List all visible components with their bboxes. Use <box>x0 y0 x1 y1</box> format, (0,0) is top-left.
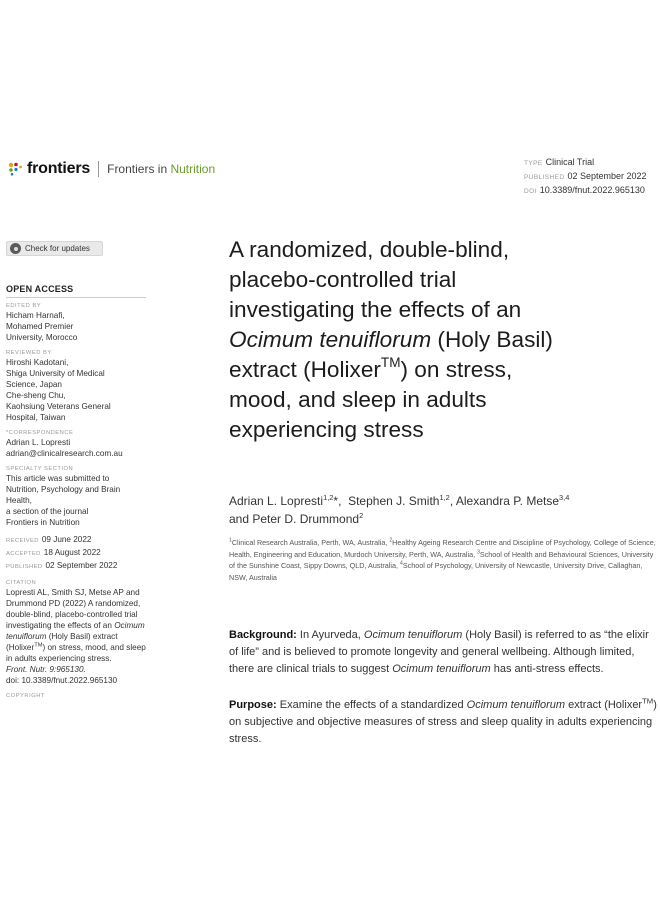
logo-divider <box>98 161 99 177</box>
citation-doi[interactable]: doi: 10.3389/fnut.2022.965130 <box>6 676 118 685</box>
affil-sup: 4 <box>400 560 403 567</box>
citation-text: (Holy Basil) extract <box>46 632 118 641</box>
trademark-mark: TM <box>642 696 654 706</box>
title-line: experiencing stress <box>229 417 424 442</box>
correspondence-name: Adrian L. Lopresti <box>6 438 71 447</box>
frontiers-logo-icon <box>8 162 24 176</box>
edited-by-section <box>6 302 156 343</box>
meta-published-value: 02 September 2022 <box>567 171 647 181</box>
journal-name-prefix: Frontiers in <box>107 162 171 176</box>
purpose-text: ) on subjective and objective measures of stress and sleep quality in adults experiencing stress. <box>229 699 657 746</box>
author-affil-sup: 1,2 <box>323 493 334 502</box>
open-access-label: OPEN ACCESS <box>6 284 74 294</box>
background-text: has anti-stress effects. <box>490 663 604 676</box>
meta-type-value: Clinical Trial <box>545 157 595 167</box>
published-date <box>6 560 156 573</box>
affiliation-text: School of Psychology, University of Newcastle, University Drive, Callaghan, NSW, Australia <box>229 561 643 582</box>
reviewed-by-section <box>6 349 156 423</box>
trademark-mark: TM <box>380 355 401 371</box>
author-name[interactable]: Stephen J. Smith <box>348 494 440 508</box>
title-species: Ocimum tenuiflorum <box>229 327 432 352</box>
edited-by-label: EDITED BY <box>6 303 42 309</box>
background-label: Background: <box>229 629 297 641</box>
corresponding-mark: *, <box>333 494 342 508</box>
title-line: (Holy Basil) <box>431 327 553 352</box>
meta-doi-label: DOI <box>524 188 537 195</box>
citation-species: Ocimum <box>114 621 145 630</box>
article-info-sidebar <box>6 302 156 706</box>
author-name[interactable]: and Peter D. Drummond <box>229 512 360 526</box>
reviewed-by-label: REVIEWED BY <box>6 350 52 356</box>
purpose-label: Purpose: <box>229 699 277 711</box>
title-line: extract (Holixer <box>229 357 381 382</box>
citation-species: tenuiflorum <box>6 632 47 641</box>
specialty-line: Frontiers in Nutrition <box>6 518 80 527</box>
citation-section <box>6 579 156 686</box>
reviewer-line: Hospital, Taiwan <box>6 413 66 422</box>
correspondence-label: *CORRESPONDENCE <box>6 430 74 436</box>
purpose-text: Examine the effects of a standardized <box>276 699 467 711</box>
citation-label: CITATION <box>6 580 37 586</box>
affiliation-text: Clinical Research Australia, Perth, WA, Australia, <box>231 538 390 547</box>
journal-logo <box>8 160 215 178</box>
editor-line: Hicham Harnafi, <box>6 311 65 320</box>
abstract-purpose <box>229 697 657 749</box>
logo-wordmark: frontiers <box>27 160 91 177</box>
citation-line <box>6 631 156 642</box>
background-species: Ocimum tenuiflorum <box>363 629 463 641</box>
check-updates-label: Check for updates <box>25 244 90 253</box>
affiliation-text: School of Health and Behavioural Sciences, University of the Sunshine Coast, Sippy Downs, QLD, Australia, <box>229 549 654 571</box>
received-label: RECEIVED <box>6 538 39 544</box>
sidebar-divider <box>6 297 146 298</box>
editor-line: Mohamed Premier <box>6 322 74 331</box>
specialty-line: Nutrition, Psychology and Brain <box>6 485 121 494</box>
reviewer-line: Che-sheng Chu, <box>6 391 66 400</box>
received-date <box>6 534 156 547</box>
reviewer-line: Hiroshi Kadotani, <box>6 358 69 367</box>
citation-line: in adults experiencing stress. <box>6 654 112 663</box>
accepted-value: 18 August 2022 <box>43 548 101 557</box>
article-meta <box>524 156 647 198</box>
author-list <box>229 492 659 528</box>
reviewer-line: Shiga University of Medical <box>6 369 105 378</box>
editor-line: University, Morocco <box>6 333 78 342</box>
specialty-section <box>6 465 156 528</box>
citation-journal: Front. Nutr. 9:965130. <box>6 665 86 674</box>
article-title <box>229 235 654 445</box>
background-species: Ocimum tenuiflorum <box>392 663 491 676</box>
author-affil-sup: 1,2 <box>439 493 450 502</box>
title-line: ) on stress, <box>400 357 513 382</box>
meta-type <box>524 156 647 170</box>
author-affil-sup: 3,4 <box>559 493 570 502</box>
accepted-label: ACCEPTED <box>6 551 41 557</box>
copyright-section <box>6 692 156 700</box>
accepted-date <box>6 547 156 560</box>
meta-doi-value[interactable]: 10.3389/fnut.2022.965130 <box>539 185 645 195</box>
background-text: (Holy Basil) is referred to as “the elixir of life” and is believed to promote longevity and general wellbeing. Although limited, there are clinical trials to suggest <box>229 629 649 676</box>
meta-doi <box>524 184 647 198</box>
purpose-species: Ocimum tenuiflorum <box>466 699 566 711</box>
check-updates-icon <box>10 243 21 254</box>
title-line: placebo-controlled trial <box>229 267 457 292</box>
specialty-line: This article was submitted to <box>6 474 110 483</box>
abstract-background <box>229 627 657 679</box>
affil-sup: 1 <box>229 537 232 544</box>
title-line: investigating the effects of an <box>229 297 522 322</box>
trademark-mark: TM <box>34 642 43 649</box>
author-name[interactable]: Alexandra P. Metse <box>455 494 560 508</box>
check-for-updates-button[interactable] <box>6 241 103 256</box>
affil-sup: 2 <box>389 537 393 544</box>
affil-sup: 3 <box>477 549 480 556</box>
specialty-label: SPECIALTY SECTION <box>6 466 74 472</box>
affiliations <box>229 537 656 583</box>
citation-line: Drummond PD (2022) A randomized, <box>6 599 141 608</box>
citation-text: ) on stress, mood, and sleep <box>42 643 146 652</box>
background-text: In Ayurveda, <box>296 629 364 641</box>
meta-type-label: TYPE <box>524 160 543 167</box>
citation-text: (Holixer <box>6 643 35 652</box>
title-line: A randomized, double-blind, <box>229 237 510 262</box>
citation-text: investigating the effects of an <box>6 621 115 630</box>
purpose-text: extract (Holixer <box>565 699 643 711</box>
citation-line <box>6 642 156 653</box>
specialty-line: Health, <box>6 496 32 505</box>
reviewer-line: Kaohsiung Veterans General <box>6 402 111 411</box>
dates-section <box>6 534 156 573</box>
journal-name[interactable] <box>107 162 215 176</box>
copyright-label: COPYRIGHT <box>6 693 45 699</box>
meta-published-label: PUBLISHED <box>524 174 565 181</box>
published-label: PUBLISHED <box>6 564 43 570</box>
reviewer-line: Science, Japan <box>6 380 62 389</box>
author-name[interactable]: Adrian L. Lopresti <box>229 494 324 508</box>
citation-line <box>6 620 156 631</box>
citation-line: double-blind, placebo-controlled trial <box>6 610 138 619</box>
received-value: 09 June 2022 <box>41 535 92 544</box>
journal-name-subject: Nutrition <box>170 162 216 176</box>
author-separator: , <box>449 494 454 508</box>
correspondence-section <box>6 429 156 459</box>
meta-published <box>524 170 647 184</box>
affiliation-text: Healthy Ageing Research Centre and Discipline of Psychology, College of Science, Health, Engineering and Education, Murdoch University, Perth, WA, Australia, <box>229 538 656 559</box>
title-line: mood, and sleep in adults <box>229 387 487 412</box>
correspondence-email[interactable]: adrian@clinicalresearch.com.au <box>6 449 123 458</box>
specialty-line: a section of the journal <box>6 507 89 516</box>
published-value: 02 September 2022 <box>45 561 118 570</box>
citation-line: Lopresti AL, Smith SJ, Metse AP and <box>6 588 140 597</box>
author-affil-sup: 2 <box>359 511 364 520</box>
